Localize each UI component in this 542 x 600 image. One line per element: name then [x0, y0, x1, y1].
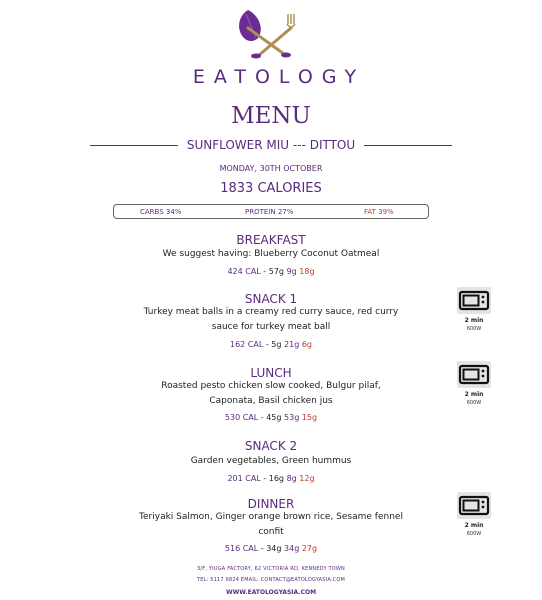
meal-carbs: 5g — [271, 340, 282, 349]
client-name: SUNFLOWER MIU --- DITTOU — [186, 138, 356, 152]
meal-calories: 516 CAL — [224, 544, 259, 553]
meal-desc-line: confit — [258, 527, 284, 537]
meal-title-dinner: DINNER — [247, 497, 295, 511]
meal-desc-line: Caponata, Basil chicken jus — [209, 396, 333, 406]
microwave-time: 2 min — [464, 391, 484, 398]
microwave-power: 600W — [466, 400, 482, 406]
meal-fat: 12g — [299, 474, 315, 483]
microwave-instructions-dinner — [456, 492, 492, 537]
eatology-logo — [236, 8, 306, 60]
footer-website-link[interactable]: WWW.EATOLOGYASIA.COM — [225, 589, 317, 596]
meal-fat: 18g — [299, 267, 315, 276]
meal-desc-line: Teriyaki Salmon, Ginger orange brown rice, Sesame fennel — [139, 512, 403, 522]
meal-calories: 162 CAL — [229, 340, 264, 349]
brand-name: EATOLOGY — [192, 66, 366, 88]
meal-carbs: 57g — [268, 267, 285, 276]
meal-stats-separator: - — [258, 544, 267, 553]
macro-summary — [113, 204, 429, 219]
meal-title-snack-2: SNACK 2 — [244, 439, 298, 453]
meal-fat: 15g — [301, 413, 318, 422]
footer-address: 3/F, YIUGA FACTORY, 62 VICTORIA RD, KENNEDY TOWN — [197, 566, 345, 572]
meal-title-lunch: LUNCH — [250, 366, 292, 380]
meal-title-breakfast: BREAKFAST — [236, 233, 306, 247]
microwave-icon — [457, 361, 491, 388]
microwave-time: 2 min — [464, 317, 484, 324]
meal-protein: 21g — [284, 340, 300, 349]
page-title: MENU — [231, 103, 311, 129]
meal-stats-snack-1 — [0, 340, 542, 349]
microwave-instructions-lunch — [456, 361, 492, 406]
meal-title-snack-1: SNACK 1 — [244, 292, 298, 306]
meal-fat: 27g — [301, 544, 318, 553]
meal-protein: 53g — [284, 413, 300, 422]
meal-desc-line: Roasted pesto chicken slow cooked, Bulgur pilaf, — [161, 381, 381, 391]
meal-protein: 8g — [286, 474, 297, 483]
meal-fat: 6g — [301, 340, 312, 349]
meal-calories: 424 CAL — [227, 267, 261, 276]
meal-stats-lunch — [0, 413, 542, 422]
microwave-power: 600W — [466, 326, 482, 332]
meal-stats-dinner — [0, 544, 542, 553]
meal-stats-separator: - — [258, 413, 267, 422]
meal-stats-separator: - — [260, 267, 269, 276]
meal-carbs: 34g — [266, 544, 282, 553]
microwave-instructions-snack-1 — [456, 287, 492, 332]
meal-carbs: 16g — [268, 474, 285, 483]
menu-date: MONDAY, 30TH OCTOBER — [219, 164, 323, 173]
meal-desc-breakfast: We suggest having: Blueberry Coconut Oatmeal — [162, 249, 380, 259]
meal-stats-snack-2 — [0, 474, 542, 483]
meal-protein: 9g — [286, 267, 297, 276]
meal-stats-breakfast — [0, 267, 542, 276]
meal-carbs: 45g — [266, 413, 282, 422]
meal-calories: 201 CAL — [227, 474, 261, 483]
macro-protein: PROTEIN 27% — [245, 208, 294, 216]
macro-carbs: CARBS 34% — [140, 208, 182, 216]
microwave-icon — [457, 287, 491, 314]
microwave-time: 2 min — [464, 522, 484, 529]
total-calories: 1833 CALORIES — [220, 181, 322, 196]
meal-desc-line: Turkey meat balls in a creamy red curry sauce, red curry — [143, 307, 399, 317]
macro-fat: FAT 39% — [364, 208, 394, 216]
meal-stats-separator: - — [260, 474, 269, 483]
footer-contact: TEL: 5117 6824 EMAIL: CONTACT@EATOLOGYASIA.COM — [197, 577, 345, 583]
microwave-icon — [457, 492, 491, 519]
meal-calories: 530 CAL — [224, 413, 259, 422]
microwave-power: 600W — [466, 531, 482, 537]
meal-protein: 34g — [284, 544, 300, 553]
meal-desc-line: sauce for turkey meat ball — [211, 322, 331, 332]
meal-desc-snack-2: Garden vegetables, Green hummus — [190, 456, 352, 466]
meal-stats-separator: - — [263, 340, 272, 349]
